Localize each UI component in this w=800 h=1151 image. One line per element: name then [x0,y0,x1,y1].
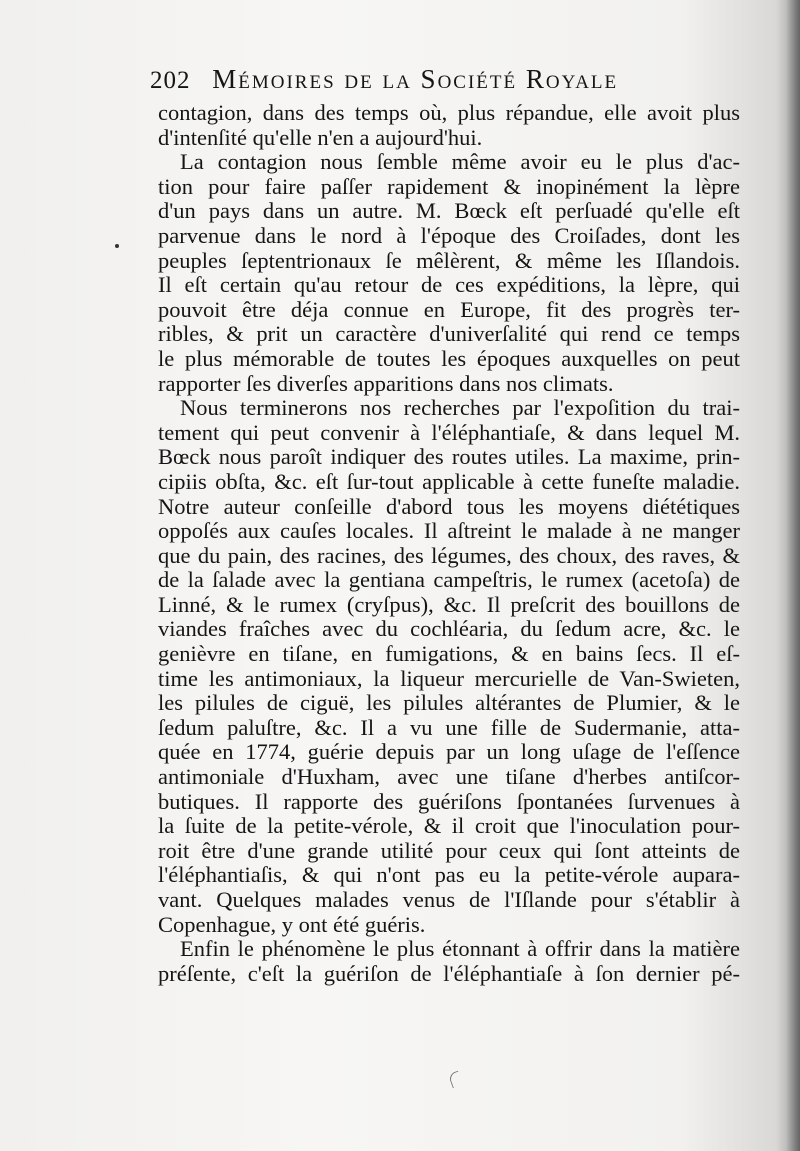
text-line: roit être d'une grande utilité pour ceux qui ſont atteints de [158,837,740,863]
text-line: Notre auteur conſeille d'abord tous les moyens diététiques [158,493,740,519]
text-line: le plus mémorable de toutes les époques auxquelles on peut [158,345,740,371]
text-line: Nous terminerons nos recherches par l'expoſition du trai- [180,395,740,421]
text-line: Il eſt certain qu'au retour de ces expéditions, la lèpre, qui [158,272,740,298]
text-line: les pilules de ciguë, les pilules altérantes de Plumier, & le [158,690,740,716]
text-line: viandes fraîches avec du cochléaria, du ſedum acre, &c. le [158,616,740,642]
spine-shadow [786,0,800,1151]
text-line: que du pain, des racines, des légumes, des choux, des raves, & [158,542,740,568]
text-line: pouvoit être déja connue en Europe, fit des progrès ter- [158,296,740,322]
running-title: Mémoires de la Société Royale [212,64,619,94]
text-line: tement qui peut convenir à l'éléphantiaſe, & dans lequel M. [158,419,740,445]
text-line: la ſuite de la petite-vérole, & il croit que l'inoculation pour- [158,813,740,839]
ink-mark [448,1071,463,1089]
text-line: Bœck nous paroît indiquer des routes utiles. La maxime, prin- [158,444,740,470]
text-line: Linné, & le rumex (cryſpus), &c. Il preſcrit des bouillons de [158,591,740,617]
text-line: quée en 1774, guérie depuis par un long uſage de l'eſſence [158,739,740,765]
text-line: time les antimoniaux, la liqueur mercurielle de Van-Swieten, [158,665,740,691]
text-line: peuples ſeptentrionaux ſe mêlèrent, & même les Iſlandois. [158,247,740,273]
text-line: La contagion nous ſemble même avoir eu le plus d'ac- [180,149,740,175]
body-text [158,101,740,986]
text-line: d'un pays dans un autre. M. Bœck eſt perſuadé qu'elle eſt [158,198,740,224]
text-line: vant. Quelques malades venus de l'Iſlande pour s'établir à [158,887,740,912]
text-line: l'éléphantiaſis, & qui n'ont pas eu la petite-vérole aupara- [158,862,740,888]
text-line: tion pour faire paſſer rapidement & inopinément la lèpre [158,173,740,199]
text-line: rapporter ſes diverſes apparitions dans nos climats. [158,370,614,396]
text-line: Enfin le phénomène le plus étonnant à offrir dans la matière [180,936,740,962]
text-line: d'intenſité qu'elle n'en a aujourd'hui. [158,124,483,150]
page-number: 202 [150,67,191,94]
text-line: butiques. Il rapporte des guériſons ſpontanées ſurvenues à [158,788,740,814]
text-line: cipiis obſta, &c. eſt ſur-tout applicable à cette funeſte maladie. [158,468,740,494]
text-line: préſente, c'eſt la guériſon de l'éléphantiaſe à ſon dernier pé- [158,960,740,986]
text-line: antimoniale d'Huxham, avec une tiſane d'herbes antiſcor- [158,764,740,790]
text-line: oppoſés aux cauſes locales. Il aſtreint le malade à ne manger [158,518,740,544]
text-line: ſedum paluſtre, &c. Il a vu une fille de Sudermanie, atta- [158,714,740,740]
text-line: de la ſalade avec la gentiana campeſtris, le rumex (acetoſa) de [158,567,740,593]
text-line: Copenhague, y ont été guéris. [158,911,426,937]
ink-speck [115,244,119,248]
text-line: contagion, dans des temps où, plus répandue, elle avoit plus [158,100,740,125]
text-line: ribles, & prit un caractère d'univerſalité qui rend ce temps [158,321,740,347]
text-line: parvenue dans le nord à l'époque des Croiſades, dont les [158,222,740,248]
running-header [150,64,710,104]
text-line: genièvre en tiſane, en fumigations, & en bains ſecs. Il eſ- [158,641,740,667]
